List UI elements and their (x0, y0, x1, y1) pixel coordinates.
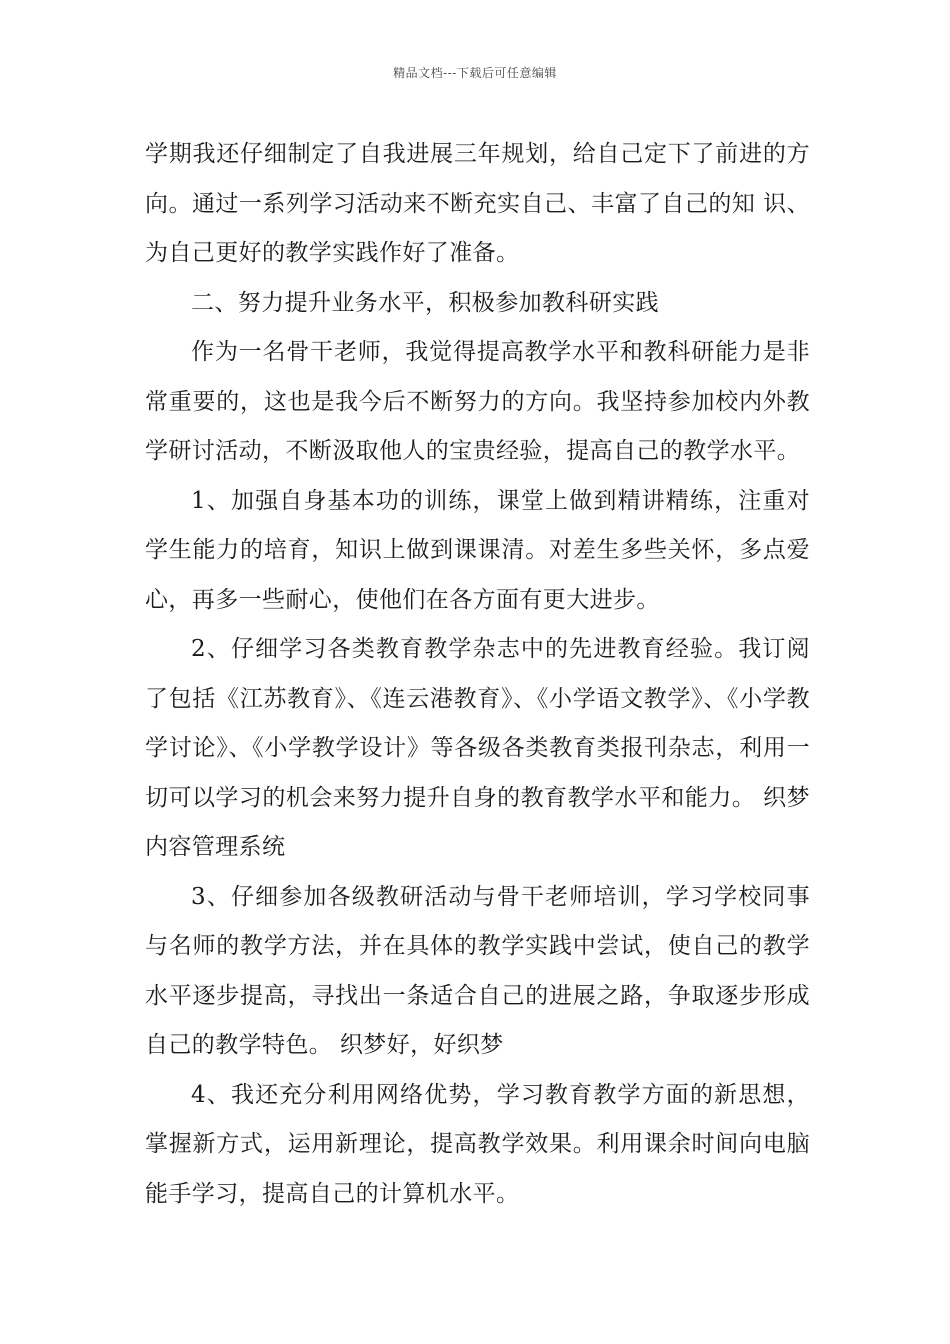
page-header: 精品文档---下载后可任意编辑 (393, 66, 557, 80)
section-heading-2: 二、努力提升业务水平，积极参加教科研实践 (191, 289, 659, 316)
list-item-4: 4、我还充分利用网络优势，学习教育教学方面的新思想，掌握新方式，运用新理论，提高教学效果。利用课余时间向电脑能手学习，提高自己的计算机水平。 (145, 1081, 810, 1207)
list-item-2: 2、仔细学习各类教育教学杂志中的先进教育经验。我订阅了包括《江苏教育》、《连云港教育》、《小学语文教学》、《小学教学讨论》、《小学教学设计》等各级各类教育类报刊杂志，利用一切可以学习的机会来努力提升自身的教育教学水平和能力。 织梦内容管理系统 (145, 636, 810, 860)
list-item-3: 3、仔细参加各级教研活动与骨干老师培训，学习学校同事与名师的教学方法，并在具体的教学实践中尝试，使自己的教学水平逐步提高，寻找出一条适合自己的进展之路，争取逐步形成自己的教学特色。 织梦好，好织梦 (145, 883, 810, 1058)
paragraph-plan-intro: 学期我还仔细制定了自我进展三年规划，给自己定下了前进的方向。通过一系列学习活动来不断充实自己、丰富了自己的知 识、为自己更好的教学实践作好了准备。 (145, 141, 810, 266)
document-body (145, 130, 810, 1219)
list-item-1: 1、加强自身基本功的训练，课堂上做到精讲精练，注重对学生能力的培育，知识上做到课课清。对差生多些关怀，多点爱心，再多一些耐心，使他们在各方面有更大进步。 (145, 487, 810, 613)
paragraph-backbone-teacher: 作为一名骨干老师，我觉得提高教学水平和教科研能力是非常重要的，这也是我今后不断努力的方向。我坚持参加校内外教学研讨活动，不断汲取他人的宝贵经验，提高自己的教学水平。 (145, 339, 810, 464)
